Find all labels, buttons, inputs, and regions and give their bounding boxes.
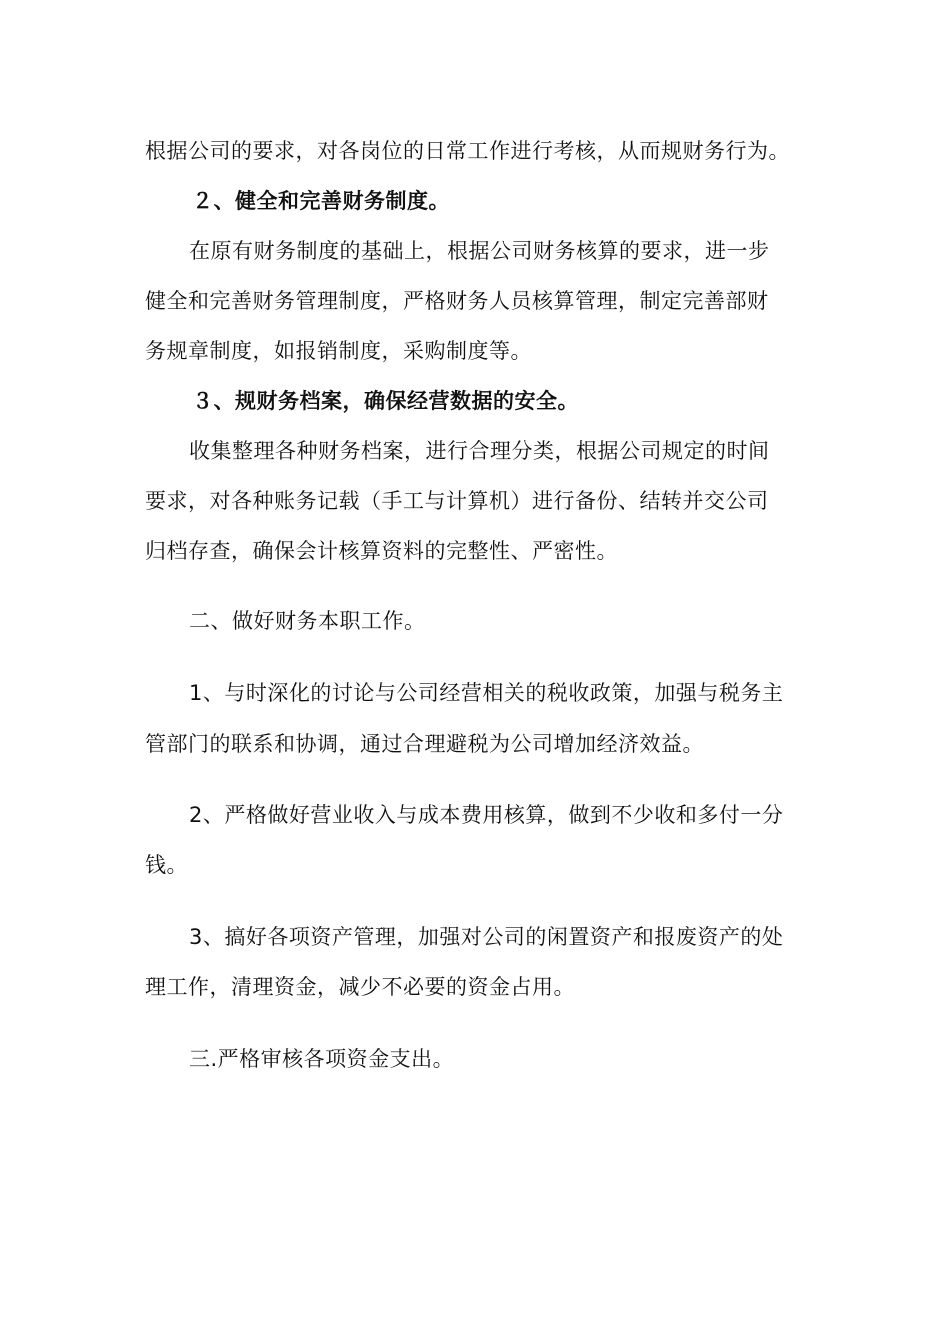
section-heading: 二、做好财务本职工作。	[189, 609, 426, 633]
paragraph-line: 钱。	[145, 853, 188, 877]
paragraph-line: 归档存查，确保会计核算资料的完整性、严密性。	[145, 539, 618, 563]
paragraph-line: 根据公司的要求，对各岗位的日常工作进行考核，从而规财务行为。	[145, 139, 790, 163]
section-heading: ２、健全和完善财务制度。	[192, 189, 450, 213]
paragraph-line: 3、搞好各项资产管理，加强对公司的闲置资产和报废资产的处	[189, 925, 784, 949]
paragraph-line: 在原有财务制度的基础上，根据公司财务核算的要求，进一步	[189, 239, 770, 263]
section-heading: ３、规财务档案，确保经营数据的安全。	[192, 389, 579, 413]
paragraph-line: 要求，对各种账务记载（手工与计算机）进行备份、结转并交公司	[145, 489, 769, 513]
paragraph-line: 收集整理各种财务档案，进行合理分类，根据公司规定的时间	[189, 439, 770, 463]
paragraph-line: 务规章制度，如报销制度，采购制度等。	[145, 339, 532, 363]
paragraph-line: 理工作，清理资金，减少不必要的资金占用。	[145, 975, 575, 999]
paragraph-line: 1、与时深化的讨论与公司经营相关的税收政策，加强与税务主	[189, 681, 784, 705]
section-heading: 三.严格审核各项资金支出。	[189, 1047, 455, 1071]
paragraph-line: 健全和完善财务管理制度，严格财务人员核算管理，制定完善部财	[145, 289, 769, 313]
paragraph-line: 2、严格做好营业收入与成本费用核算，做到不少收和多付一分	[189, 803, 784, 827]
paragraph-line: 管部门的联系和协调，通过合理避税为公司增加经济效益。	[145, 732, 704, 756]
